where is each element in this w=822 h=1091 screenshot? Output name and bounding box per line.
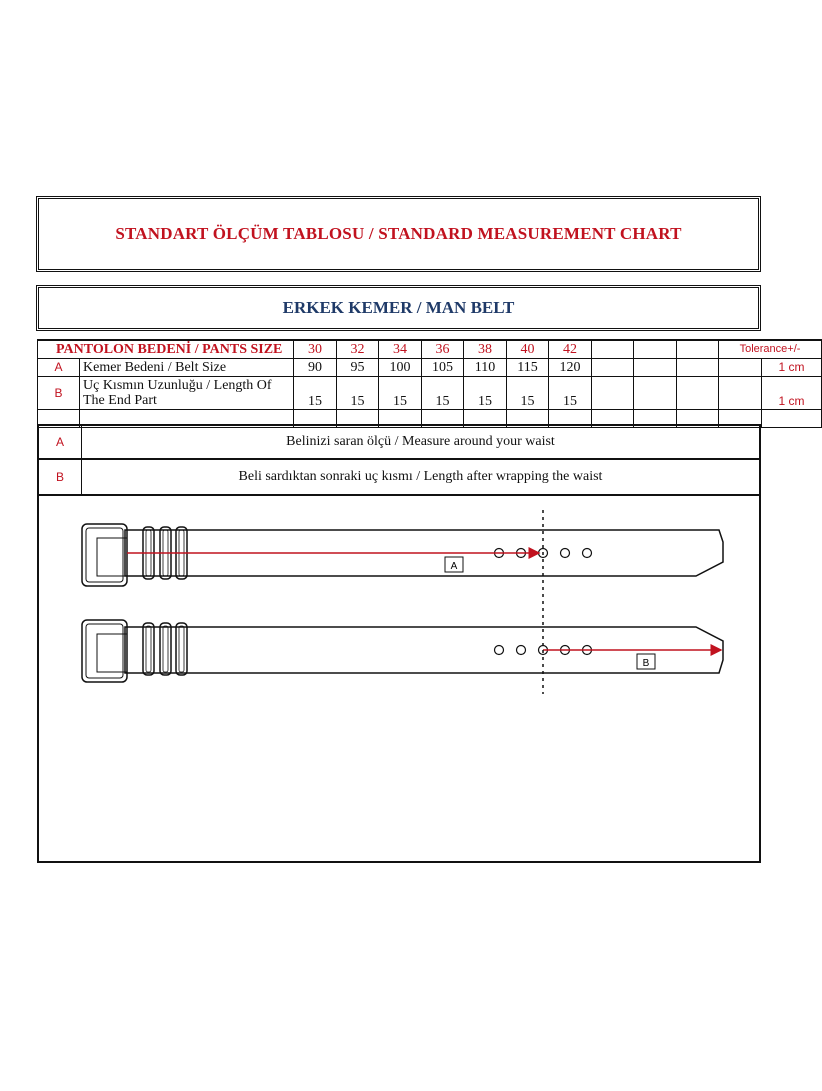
pants-size-row: [38, 340, 822, 359]
row-label: Kemer Bedeni / Belt Size: [80, 359, 294, 377]
row-label-line2: The End Part: [83, 393, 157, 408]
empty-cell: [592, 340, 634, 359]
belt-illustration-b: [82, 620, 723, 682]
value-cell: 110: [464, 359, 507, 377]
value-cell: 15: [337, 377, 379, 410]
value-cell: 15: [379, 377, 422, 410]
empty-cell: [677, 359, 719, 377]
row-label: [80, 377, 294, 410]
empty-cell: [634, 340, 677, 359]
marker-label-b: B: [642, 658, 650, 669]
pants-size-label: PANTOLON BEDENİ / PANTS SIZE: [38, 340, 294, 359]
value-cell: 120: [549, 359, 592, 377]
value-cell: 95: [337, 359, 379, 377]
value-cell: 15: [549, 377, 592, 410]
size-table: [37, 339, 822, 428]
value-cell: 15: [294, 377, 337, 410]
description-row-a: [37, 424, 761, 460]
description-code: B: [39, 460, 82, 494]
row-label-line1: Uç Kısmın Uzunluğu / Length Of: [83, 378, 272, 393]
empty-cell: [762, 410, 822, 428]
row-code: B: [38, 377, 80, 410]
marker-label-a: A: [450, 561, 458, 572]
empty-cell: [592, 359, 634, 377]
end-part-row: [38, 377, 822, 410]
value-cell: 15: [464, 377, 507, 410]
value-cell: 90: [294, 359, 337, 377]
empty-cell: [677, 377, 719, 410]
belt-illustration-a: [82, 524, 723, 586]
value-cell: 115: [507, 359, 549, 377]
empty-cell: [719, 359, 762, 377]
value-cell: 15: [507, 377, 549, 410]
pants-size-cell: 30: [294, 340, 337, 359]
tolerance-value: 1 cm: [762, 359, 822, 377]
pants-size-cell: 36: [422, 340, 464, 359]
belt-diagram: [39, 494, 759, 861]
belt-size-row: [38, 359, 822, 377]
empty-cell: [592, 377, 634, 410]
empty-cell: [634, 359, 677, 377]
empty-cell: [719, 377, 762, 410]
product-title-box: [36, 285, 761, 331]
row-code: A: [38, 359, 80, 377]
description-code: A: [39, 426, 82, 458]
belt-diagram-frame: [37, 494, 761, 863]
value-cell: 15: [422, 377, 464, 410]
empty-cell: [677, 340, 719, 359]
value-cell: 100: [379, 359, 422, 377]
description-text: Beli sardıktan sonraki uç kısmı / Length after wrapping the waist: [238, 469, 603, 484]
value-cell: 105: [422, 359, 464, 377]
chart-title: STANDART ÖLÇÜM TABLOSU / STANDARD MEASUREMENT CHART: [115, 224, 682, 243]
pants-size-cell: 42: [549, 340, 592, 359]
description-row-b: [37, 460, 761, 496]
chart-title-box: [36, 196, 761, 272]
description-text: Belinizi saran ölçü / Measure around your waist: [286, 434, 555, 449]
pants-size-cell: 32: [337, 340, 379, 359]
pants-size-cell: 34: [379, 340, 422, 359]
pants-size-cell: 40: [507, 340, 549, 359]
pants-size-cell: 38: [464, 340, 507, 359]
tolerance-value: 1 cm: [762, 377, 822, 410]
product-title: ERKEK KEMER / MAN BELT: [282, 298, 515, 317]
empty-cell: [634, 377, 677, 410]
tolerance-label: Tolerance+/-: [719, 340, 822, 359]
